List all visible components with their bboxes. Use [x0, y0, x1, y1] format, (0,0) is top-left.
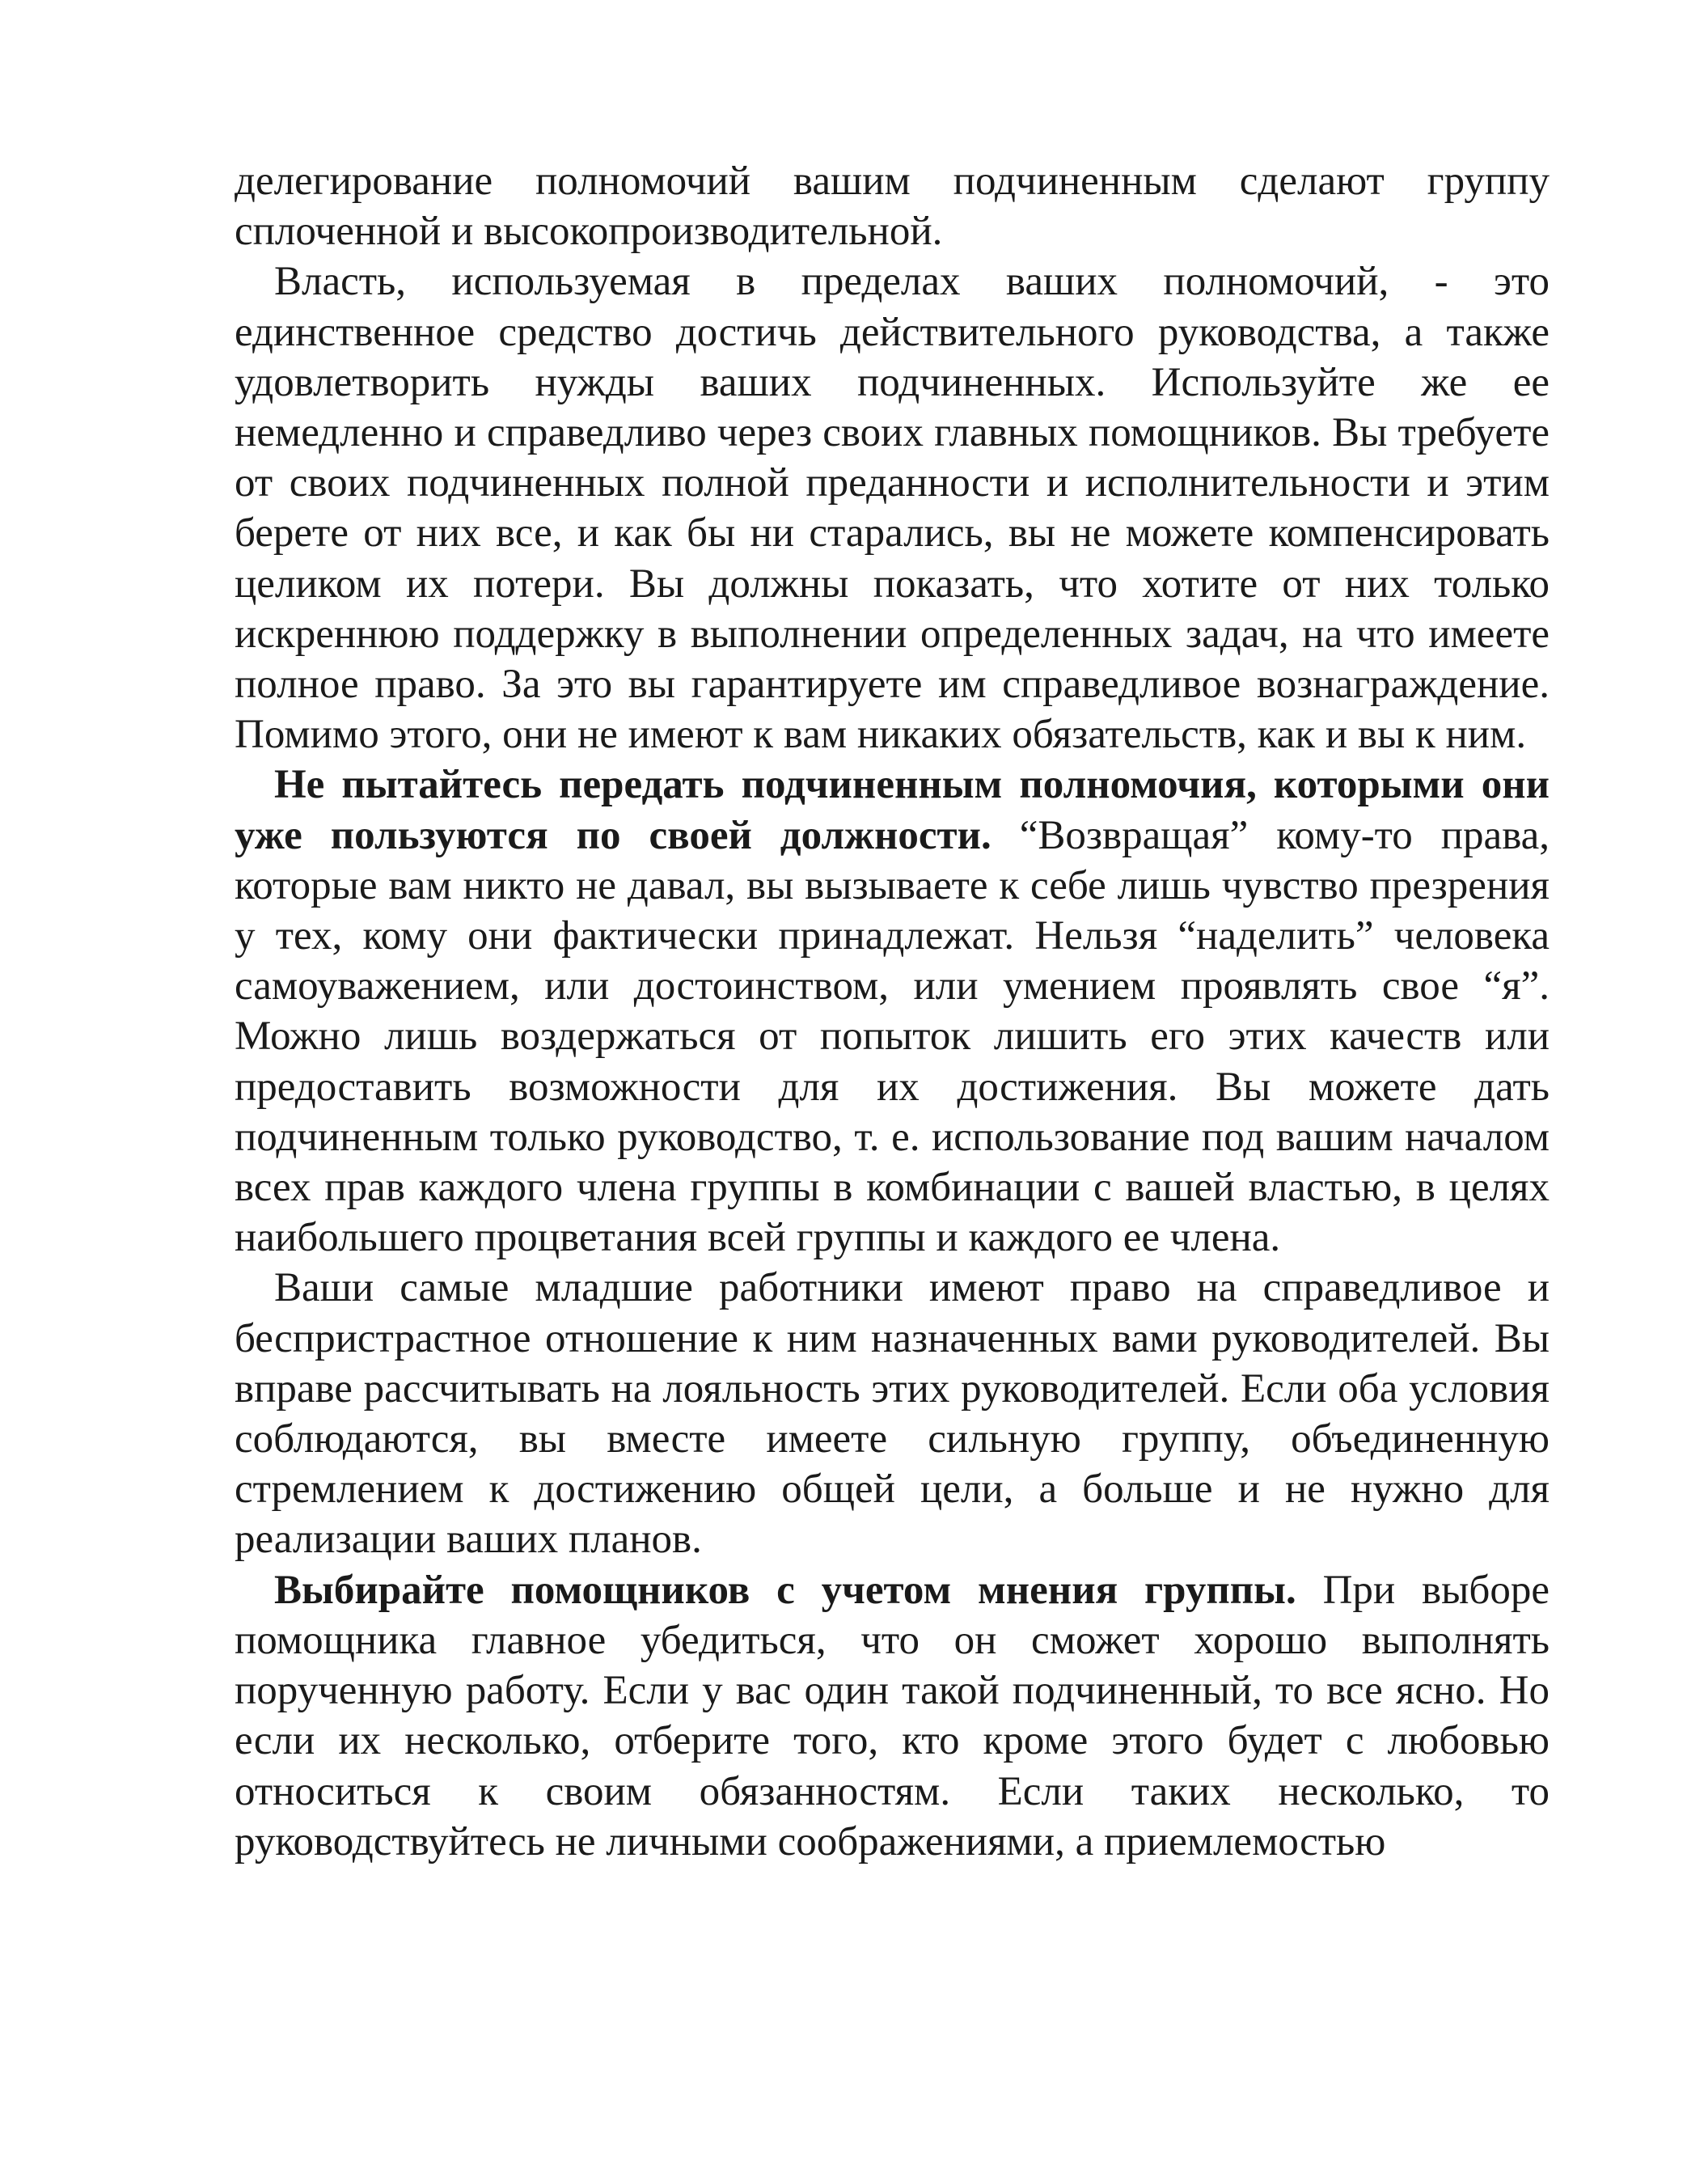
paragraph-4-text: Ваши самые младшие работники имеют право на справедливое и беспристрастное отношение к ним назначенных вами руководителей. Вы вправе рассчитывать на лояльность этих руководителей. Если оба условия соблюдаются, вы вместе имеете сильную группу, объединенную стремлением к достижению общей цели, а больше и не нужно для реализации ваших планов. — [235, 1265, 1550, 1563]
paragraph-1-text: делегирование полномочий вашим подчиненным сделают группу сплоченной и высокопроизводительной. — [235, 159, 1550, 255]
paragraph-5-text: При выборе помощника главное убедиться, что он сможет хорошо выполнять порученную работу. Если у вас один такой подчиненный, то все ясно. Но если их несколько, отберите того, кто кроме этого будет с любовью относиться к своим обязанностям. Если таких несколько, то руководствуйтесь не личными соображениями, а приемлемостью — [235, 1567, 1550, 1864]
body-text — [235, 156, 1550, 1867]
paragraph-2 — [235, 256, 1550, 760]
paragraph-1 — [235, 156, 1550, 256]
paragraph-5 — [235, 1565, 1550, 1867]
paragraph-3 — [235, 760, 1550, 1263]
paragraph-4 — [235, 1263, 1550, 1564]
paragraph-5-bold-lead: Выбирайте помощников с учетом мнения группы. — [274, 1567, 1296, 1613]
paragraph-2-text: Власть, используемая в пределах ваших полномочий, - это единственное средство достичь действительного руководства, а также удовлетворить нужды ваших подчиненных. Используйте же ее немедленно и справедливо через своих главных помощников. Вы требуете от своих подчиненных полной преданности и исполнительности и этим берете от них все, и как бы ни старались, вы не можете компенсировать целиком их потери. Вы должны показать, что хотите от них только искреннюю поддержку в выполнении определенных задач, на что имеете полное право. За это вы гарантируете им справедливое вознаграждение. Помимо этого, они не имеют к вам никаких обязательств, как и вы к ним. — [235, 259, 1550, 758]
paragraph-3-bold-lead: Не пытайтесь передать подчиненным полномочия, которыми они уже пользуются по своей должности. — [235, 762, 1550, 858]
paragraph-3-text: “Возвращая” кому-то права, которые вам никто не давал, вы вызываете к себе лишь чувство презрения у тех, кому они фактически принадлежат. Нельзя “наделить” человека самоуважением, или достоинством, или умением проявлять свое “я”. Можно лишь воздержаться от попыток лишить его этих качеств или предоставить возможности для их достижения. Вы можете дать подчиненным только руководство, т. е. использование под вашим началом всех прав каждого члена группы в комбинации с вашей властью, в целях наибольшего процветания всей группы и каждого ее члена. — [235, 812, 1550, 1261]
